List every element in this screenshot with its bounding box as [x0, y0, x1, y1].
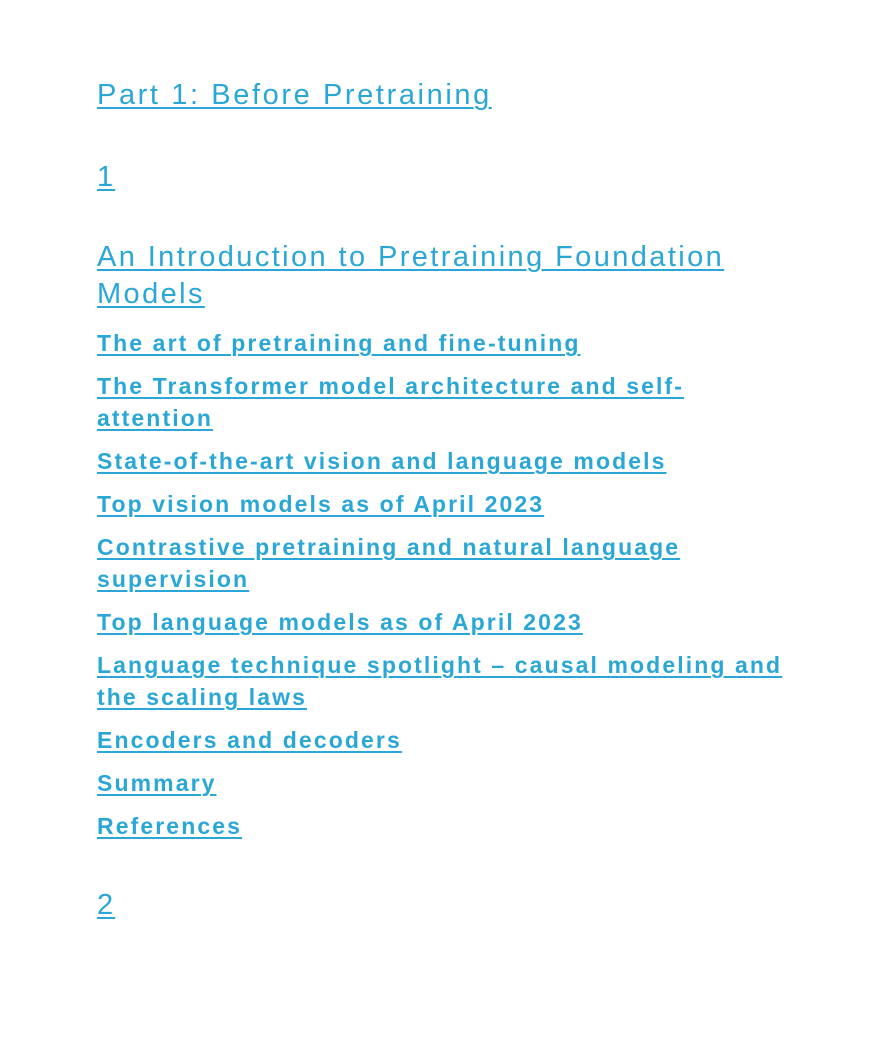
list-item	[97, 370, 797, 434]
list-item	[97, 724, 797, 756]
chapter-1-section-list	[97, 327, 797, 842]
section-link-summary[interactable]: Summary	[97, 770, 217, 796]
section-link-contrastive-pretraining[interactable]: Contrastive pretraining and natural language supervision	[97, 534, 681, 592]
part-title-link[interactable]: Part 1: Before Pretraining	[97, 79, 492, 111]
section-link-pretraining-fine-tuning[interactable]: The art of pretraining and fine-tuning	[97, 330, 581, 356]
section-link-encoders-decoders[interactable]: Encoders and decoders	[97, 727, 402, 753]
list-item	[97, 649, 797, 713]
section-link-top-vision-models[interactable]: Top vision models as of April 2023	[97, 491, 545, 517]
table-of-contents	[97, 76, 797, 924]
list-item	[97, 531, 797, 595]
list-item	[97, 606, 797, 638]
list-item	[97, 810, 797, 842]
section-link-causal-modeling-scaling[interactable]: Language technique spotlight – causal modeling and the scaling laws	[97, 652, 783, 710]
section-link-references[interactable]: References	[97, 813, 243, 839]
section-link-transformer-architecture[interactable]: The Transformer model architecture and self-attention	[97, 373, 685, 431]
section-link-sota-vision-language[interactable]: State-of-the-art vision and language models	[97, 448, 667, 474]
chapter-1-number-link[interactable]: 1	[97, 161, 116, 193]
list-item	[97, 767, 797, 799]
list-item	[97, 327, 797, 359]
chapter-2-number-link[interactable]: 2	[97, 889, 116, 921]
list-item	[97, 445, 797, 477]
chapter-1-title-link[interactable]: An Introduction to Pretraining Foundation Models	[97, 241, 725, 310]
section-link-top-language-models[interactable]: Top language models as of April 2023	[97, 609, 583, 635]
list-item	[97, 488, 797, 520]
